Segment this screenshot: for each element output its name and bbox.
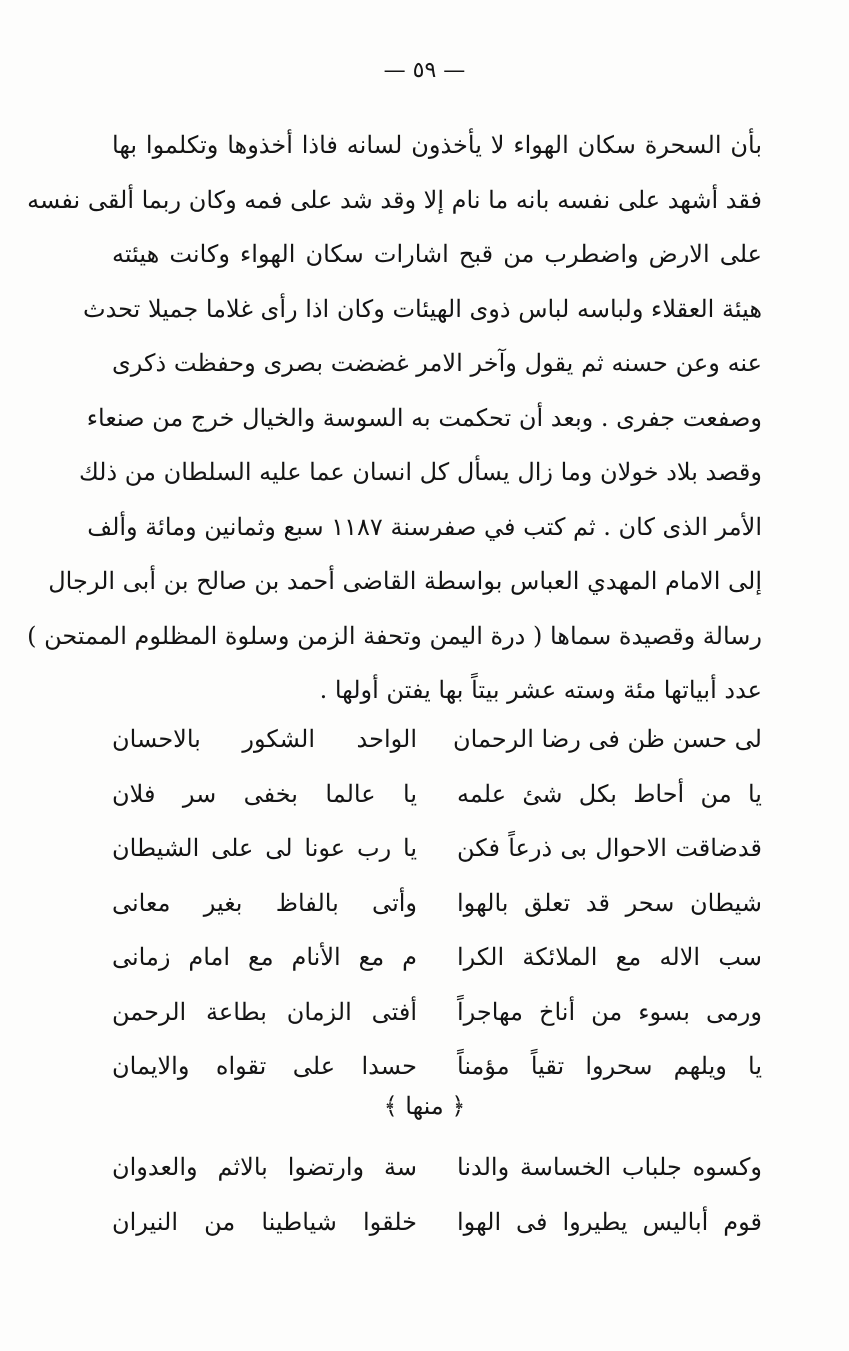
poem-part-one bbox=[112, 712, 762, 1094]
verse-second-hemistich: أفتى الزمان بطاعة الرحمن bbox=[112, 997, 417, 1026]
verse bbox=[112, 985, 762, 1040]
verse bbox=[112, 930, 762, 985]
verse bbox=[112, 712, 762, 767]
verse bbox=[112, 767, 762, 822]
prose-line: وصفعت جفرى . وبعد أن تحكمت به السوسة والخيال خرج من صنعاء bbox=[86, 403, 762, 432]
prose-line: إلى الامام المهدي العباس بواسطة القاضى أحمد بن صالح بن أبى الرجال bbox=[48, 567, 762, 595]
verse-second-hemistich: يا رب عونا لى على الشيطان bbox=[112, 834, 417, 863]
poem-part-two bbox=[112, 1140, 762, 1249]
prose-line: عنه وعن حسنه ثم يقول وآخر الامر غضضت بصرى وحفظت ذكرى bbox=[112, 349, 762, 377]
prose-line: رسالة وقصيدة سماها ( درة اليمن وتحفة الزمن وسلوة المظلوم الممتحن ) bbox=[27, 621, 762, 650]
verse-first-hemistich: قدضاقت الاحوال بى ذرعاً فكن bbox=[457, 834, 762, 863]
verse-first-hemistich: قوم أباليس يطيروا فى الهوا bbox=[457, 1207, 762, 1236]
verse-first-hemistich: شيطان سحر قد تعلق بالهوا bbox=[457, 888, 762, 917]
verse-first-hemistich: لى حسن ظن فى رضا الرحمان bbox=[453, 725, 762, 754]
prose-line: الأمر الذى كان . ثم كتب في صفرسنة ١١٨٧ سبع وثمانين ومائة وألف bbox=[87, 512, 762, 541]
verse-second-hemistich: م مع الأنام مع امام زمانى bbox=[112, 943, 417, 972]
verse-second-hemistich: الواحد الشكور بالاحسان bbox=[112, 725, 417, 754]
verse-first-hemistich: ورمى بسوء من أناخ مهاجراً bbox=[457, 997, 762, 1026]
verse-first-hemistich: يا ويلهم سحروا تقياً مؤمناً bbox=[457, 1052, 762, 1081]
verse bbox=[112, 821, 762, 876]
section-heading: ﴿ منها ﴾ bbox=[383, 1092, 466, 1120]
verse-first-hemistich: وكسوه جلباب الخساسة والدنا bbox=[457, 1153, 762, 1182]
prose-line: هيئة العقلاء ولباسه لباس ذوى الهيئات وكان اذا رأى غلاما جميلا تحدث bbox=[82, 294, 762, 323]
prose-paragraph bbox=[27, 118, 762, 718]
verse-second-hemistich: خلقوا شياطينا من النيران bbox=[112, 1207, 417, 1236]
verse-first-hemistich: سب الاله مع الملائكة الكرا bbox=[457, 943, 762, 972]
verse-second-hemistich: سة وارتضوا بالاثم والعدوان bbox=[112, 1153, 417, 1182]
prose-line: عدد أبياتها مئة وسته عشر بيتاً بها يفتن أولها . bbox=[319, 676, 762, 704]
verse bbox=[112, 1039, 762, 1094]
verse-second-hemistich: يا عالما بخفى سر فلان bbox=[112, 779, 417, 808]
verse-second-hemistich: حسدا على تقواه والايمان bbox=[112, 1052, 417, 1081]
prose-line: على الارض واضطرب من قبح اشارات سكان الهواء وكانت هيئته bbox=[112, 240, 762, 268]
prose-line: فقد أشهد على نفسه بانه ما نام إلا وقد شد على فمه وكان ربما ألقى نفسه bbox=[27, 185, 762, 214]
prose-line: بأن السحرة سكان الهواء لا يأخذون لسانه فاذا أخذوها وتكلموا بها bbox=[112, 131, 762, 159]
prose-line: وقصد بلاد خولان وما زال يسأل كل انسان عما عليه السلطان من ذلك bbox=[78, 458, 762, 486]
verse bbox=[112, 1140, 762, 1195]
verse bbox=[112, 1195, 762, 1250]
page-number: — ٥٩ — bbox=[383, 58, 466, 83]
verse-second-hemistich: وأتى بالفاظ بغير معانى bbox=[112, 888, 417, 917]
verse-first-hemistich: يا من أحاط بكل شئ علمه bbox=[457, 779, 762, 808]
verse bbox=[112, 876, 762, 931]
